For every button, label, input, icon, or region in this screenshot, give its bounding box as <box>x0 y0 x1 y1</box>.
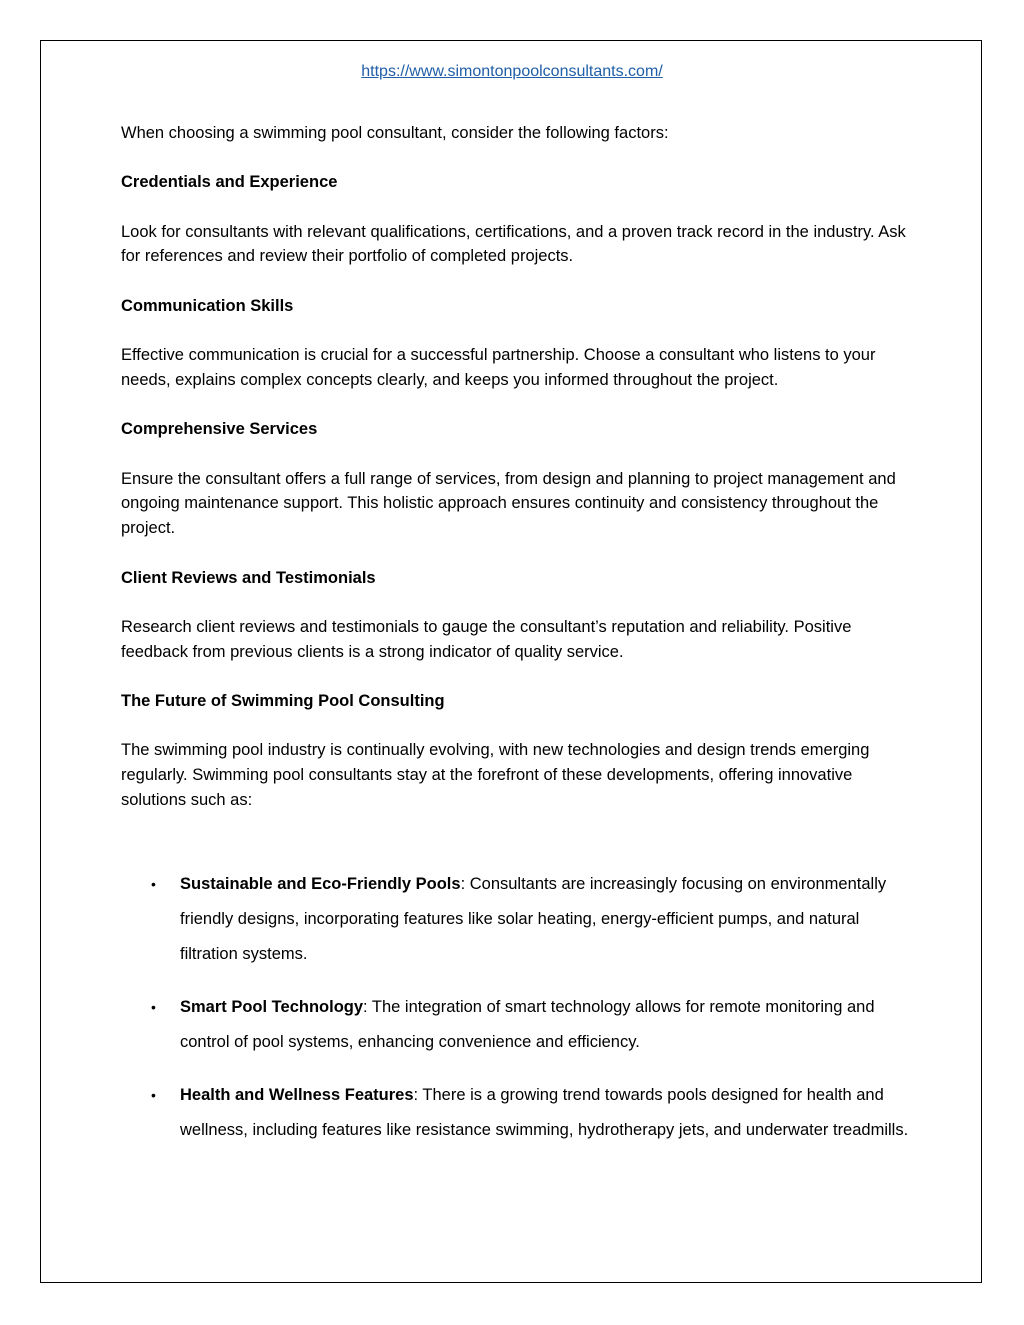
bullet-marker: • <box>151 999 156 1016</box>
bullet-list <box>121 867 911 1166</box>
website-link[interactable]: https://www.simontonpoolconsultants.com/ <box>361 63 663 80</box>
bullet-marker: • <box>151 1087 156 1104</box>
list-item <box>121 1078 911 1148</box>
section-body-services: Ensure the consultant offers a full range of services, from design and planning to project management and ongoing maintenance support. This holistic approach ensures continuity and consistency throughout the project. <box>121 469 896 538</box>
section-body-communication: Effective communication is crucial for a successful partnership. Choose a consultant who listens to your needs, explains complex concepts clearly, and keeps you informed throughout the project. <box>121 346 876 389</box>
bullet-marker: • <box>151 876 156 892</box>
list-item <box>121 990 911 1060</box>
document-body <box>121 121 911 837</box>
section-heading-future: The Future of Swimming Pool Consulting <box>121 692 445 711</box>
bullet-title: Sustainable and Eco-Friendly Pools <box>180 875 461 893</box>
bullet-text: : There is a growing trend towards pools designed for health and wellness, including features like resistance swimming, hydrotherapy jets, and underwater treadmills. <box>180 1086 909 1140</box>
bullet-text: : Consultants are increasingly focusing on environmentally friendly designs, incorporating features like solar heating, energy-efficient pumps, and natural filtration systems. <box>180 875 887 964</box>
section-body-future: The swimming pool industry is continually evolving, with new technologies and design trends emerging regularly. Swimming pool consultants stay at the forefront of these developments, offering innovative solutions such as: <box>121 741 870 809</box>
section-body-credentials: Look for consultants with relevant qualifications, certifications, and a proven track record in the industry. Ask for references and review their portfolio of completed projects. <box>121 222 906 266</box>
bullet-text: : The integration of smart technology allows for remote monitoring and control of pool systems, enhancing convenience and efficiency. <box>180 998 875 1052</box>
list-item <box>121 867 911 973</box>
intro-paragraph: When choosing a swimming pool consultant, consider the following factors: <box>121 124 669 142</box>
section-heading-services: Comprehensive Services <box>121 420 318 439</box>
section-heading-credentials: Credentials and Experience <box>121 173 338 192</box>
section-heading-reviews: Client Reviews and Testimonials <box>121 568 376 587</box>
bullet-title: Health and Wellness Features <box>180 1086 414 1105</box>
header <box>0 61 1024 83</box>
section-body-reviews: Research client reviews and testimonials to gauge the consultant’s reputation and reliability. Positive feedback from previous clients is a strong indicator of quality service. <box>121 617 852 661</box>
section-heading-communication: Communication Skills <box>121 296 294 315</box>
bullet-title: Smart Pool Technology <box>180 998 364 1017</box>
